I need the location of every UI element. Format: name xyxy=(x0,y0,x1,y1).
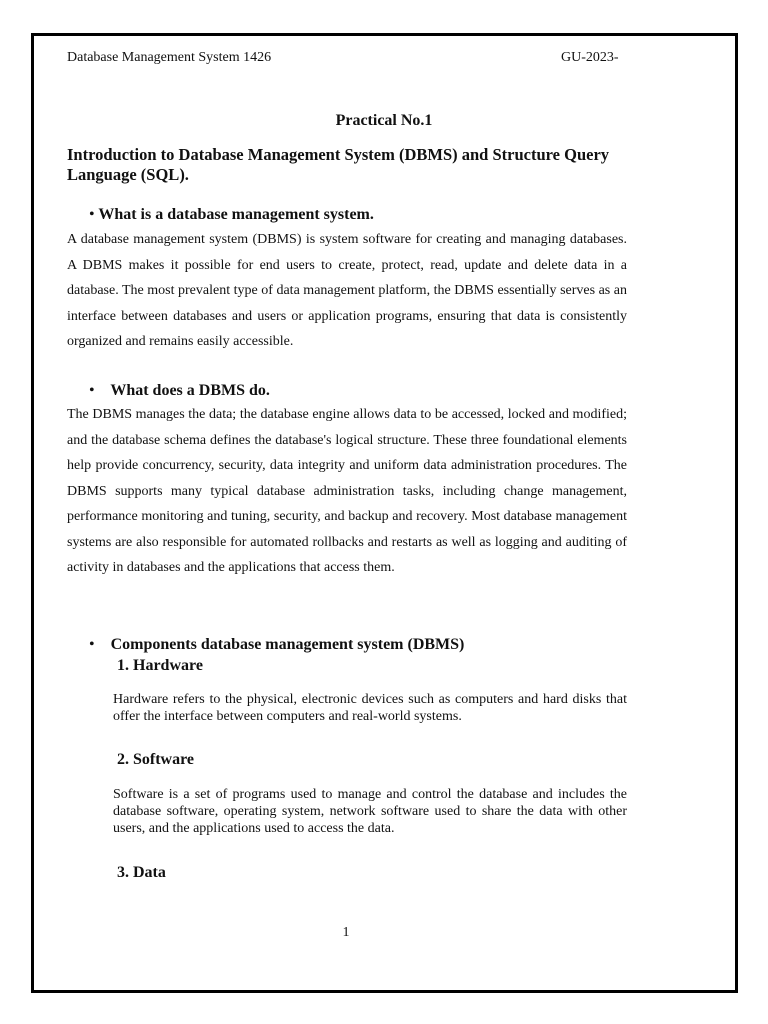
component-heading-software xyxy=(117,750,194,770)
section-heading-text: What is a database management system. xyxy=(98,206,374,223)
section-heading-what-does xyxy=(89,381,270,401)
component-number: 2. xyxy=(117,751,129,768)
bullet-icon: • xyxy=(89,636,95,653)
component-title: Hardware xyxy=(133,657,203,674)
section-heading-text: Components database management system (DBMS) xyxy=(110,636,465,653)
section-body-what-does: The DBMS manages the data; the database engine allows data to be accessed, locked and modified; and the database schema defines the database's logical structure. These three foundational elements help provide concurrency, security, data integrity and uniform data administration procedures. The DBMS supports many typical database administration tasks, including change management, performance monitoring and tuning, security, and backup and recovery. Most database management systems are also responsible for automated rollbacks and restarts as well as logging and auditing of activity in databases and the applications that access them. xyxy=(67,407,627,575)
section-heading-what-is xyxy=(89,205,374,225)
practical-title: Practical No.1 xyxy=(335,112,433,129)
section-body-what-is: A database management system (DBMS) is system software for creating and managing databases. A DBMS makes it possible for end users to create, protect, read, update and delete data in a database. The most prevalent type of data management platform, the DBMS essentially serves as an interface between databases and users or application programs, ensuring that data is consistently organized and remains easily accessible. xyxy=(67,232,627,349)
bullet-icon: • xyxy=(89,206,95,223)
component-heading-data xyxy=(117,863,166,883)
header-course-name: Database Management System 1426 xyxy=(67,50,272,65)
component-title: Data xyxy=(133,864,166,881)
section-heading-text: What does a DBMS do. xyxy=(110,382,270,399)
component-body-hardware: Hardware refers to the physical, electronic devices such as computers and hard disks that offer the interface between computers and real-world systems. xyxy=(113,692,627,724)
page-title: Introduction to Database Management System (DBMS) and Structure Query Language (SQL). xyxy=(67,145,610,184)
component-heading-hardware xyxy=(117,656,203,676)
component-body-software: Software is a set of programs used to manage and control the database and includes the database software, operating system, network software used to share the data with other users, and the applications used to access the data. xyxy=(113,787,627,836)
component-number: 3. xyxy=(117,864,129,881)
bullet-icon: • xyxy=(89,382,95,399)
header-course-code: GU-2023- xyxy=(561,50,619,65)
component-title: Software xyxy=(133,751,195,768)
component-number: 1. xyxy=(117,657,129,674)
section-heading-components xyxy=(89,635,464,655)
page-number: 1 xyxy=(342,925,350,940)
